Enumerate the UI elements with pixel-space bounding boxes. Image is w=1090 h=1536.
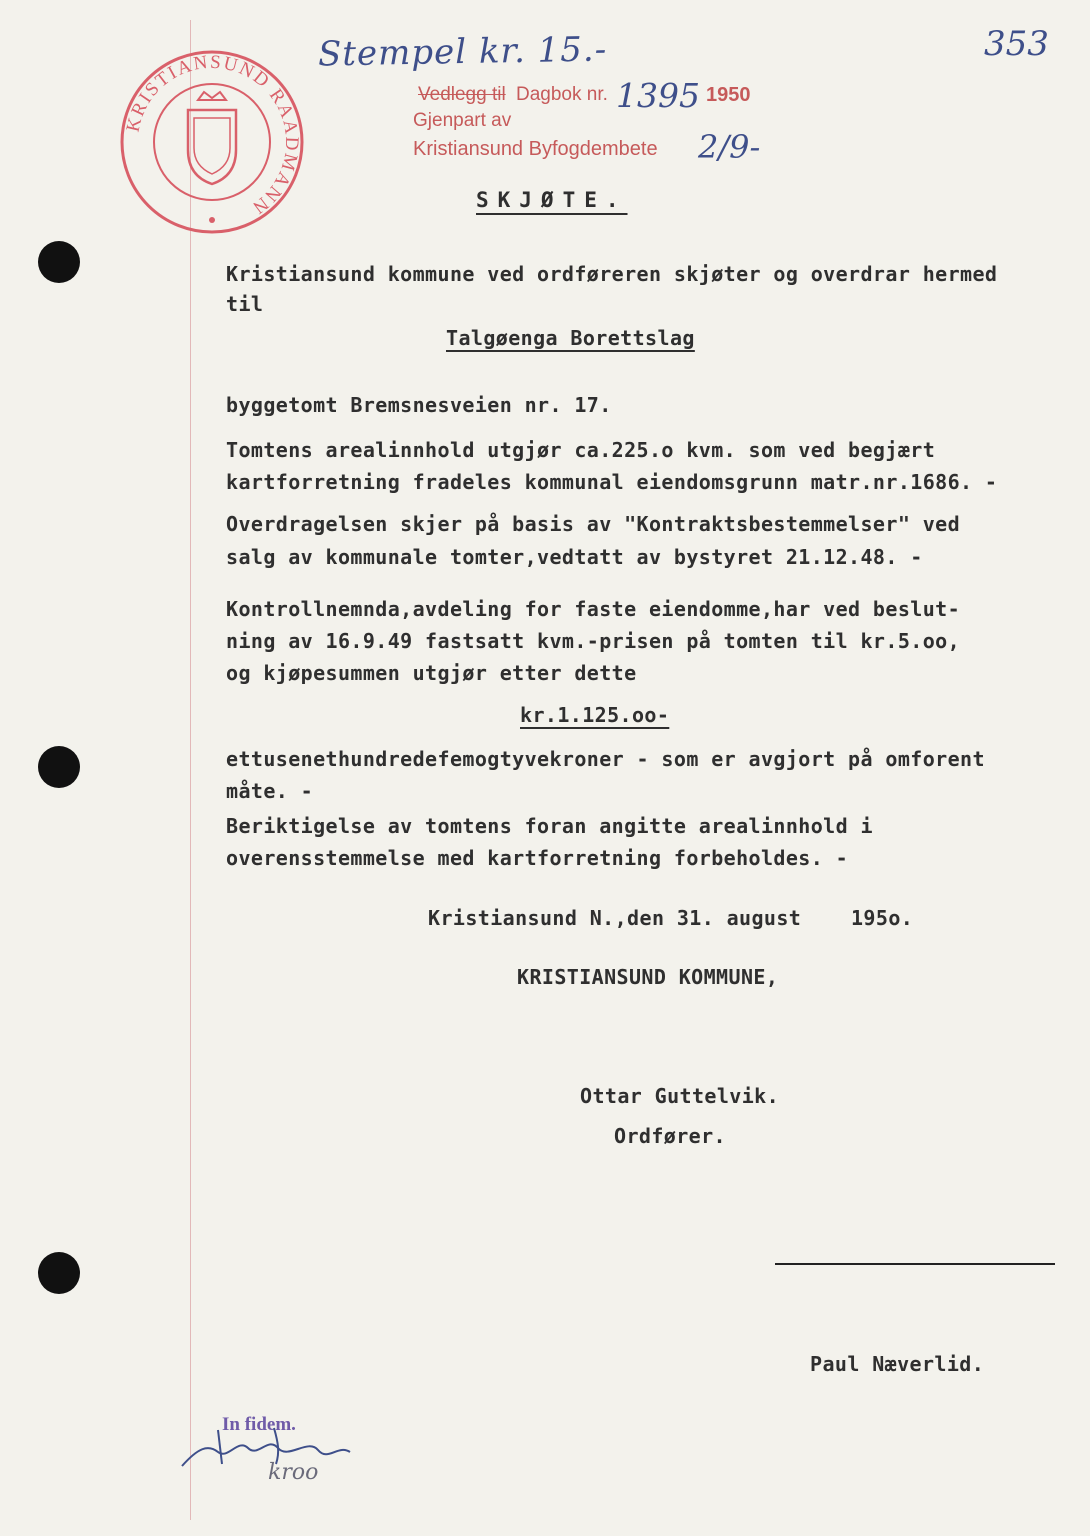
punch-hole	[38, 746, 80, 788]
body-line: måte. -	[226, 779, 314, 803]
dagbok-date: 2/9-	[698, 128, 761, 166]
body-line: kartforretning fradeles kommunal eiendomsgrunn matr.nr.1686. -	[226, 470, 998, 494]
second-signer-name: Paul Næverlid.	[810, 1352, 985, 1376]
body-line: byggetomt Bremsnesveien nr. 17.	[226, 393, 612, 417]
body-line: Tomtens arealinnhold utgjør ca.225.o kvm. som ved begjært	[226, 438, 936, 462]
pencil-note: kroo	[268, 1460, 319, 1485]
buyer-name: Talgøenga Borettslag	[446, 326, 695, 350]
body-line: salg av kommunale tomter,vedtatt av bystyret 21.12.48. -	[226, 545, 923, 569]
stamp-crossed-text: Vedlegg til	[418, 84, 506, 105]
signer-title: Ordfører.	[614, 1124, 726, 1148]
page-number: 353	[984, 24, 1049, 64]
body-line: Kristiansund kommune ved ordføreren skjøter og overdrar hermed	[226, 262, 998, 286]
stamp-year: 1950	[706, 84, 751, 106]
stamp-gjenpart: Gjenpart av	[413, 110, 512, 131]
body-line: overensstemmelse med kartforretning forbeholdes. -	[226, 846, 849, 870]
handwritten-header: Stempel kr. 15.-	[317, 29, 608, 75]
stamp-office: Kristiansund Byfogdembete	[413, 138, 658, 160]
body-line: Overdragelsen skjer på basis av "Kontraktsbestemmelser" ved	[226, 512, 961, 536]
body-line: ettusenethundredefemogtyvekroner - som er avgjort på omforent	[226, 747, 985, 771]
dagbok-number: 1395	[616, 76, 700, 115]
in-fidem-stamp: In fidem.	[222, 1414, 296, 1435]
stamp-dagbok-label: Dagbok nr.	[516, 84, 608, 105]
body-line: til	[226, 292, 264, 316]
signer-name: Ottar Guttelvik.	[580, 1084, 780, 1108]
body-line: og kjøpesummen utgjør etter dette	[226, 661, 637, 685]
signature-line	[775, 1263, 1055, 1265]
place-date: Kristiansund N.,den 31. august 195o.	[428, 906, 914, 930]
purchase-amount: kr.1.125.oo-	[520, 703, 670, 727]
body-line: Kontrollnemnda,avdeling for faste eiendomme,har ved beslut-	[226, 597, 961, 621]
seal-stamp	[118, 48, 306, 236]
punch-hole	[38, 1252, 80, 1294]
punch-hole	[38, 241, 80, 283]
body-line: Beriktigelse av tomtens foran angitte arealinnhold i	[226, 814, 873, 838]
municipality-signoff: KRISTIANSUND KOMMUNE,	[517, 965, 779, 989]
margin-line	[190, 20, 191, 1520]
body-line: ning av 16.9.49 fastsatt kvm.-prisen på tomten til kr.5.oo,	[226, 629, 961, 653]
document-title: SKJØTE.	[476, 188, 628, 212]
svg-text:KRISTIANSUND RAADMANN: KRISTIANSUND RAADMANN	[122, 51, 303, 219]
